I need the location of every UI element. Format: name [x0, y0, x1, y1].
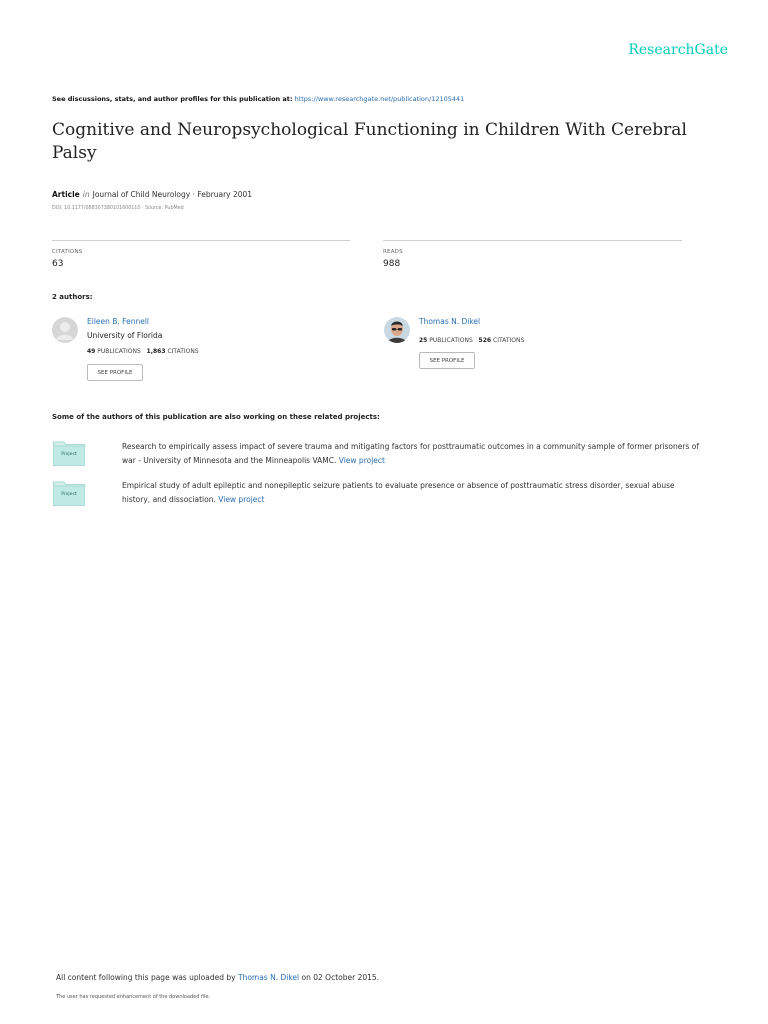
publications-label: PUBLICATIONS	[429, 337, 473, 344]
doi-source: DOI: 10.1177/088307380101600110 · Source: PubMed	[52, 206, 184, 211]
project-text: Empirical study of adult epileptic and nonepileptic seizure patients to evaluate presence or absence of posttraumatic stress disorder, sexual abuse history, and dissociation.	[122, 481, 675, 504]
upload-prefix: All content following this page was uploaded by	[56, 973, 236, 982]
see-profile-button[interactable]: SEE PROFILE	[87, 364, 143, 381]
author-stats	[87, 348, 199, 355]
author-citations-label: CITATIONS	[167, 348, 199, 355]
author-name-link[interactable]: Thomas N. Dikel	[419, 317, 481, 326]
upload-note	[56, 973, 379, 982]
avatar-placeholder-icon[interactable]	[52, 317, 78, 343]
publication-url-link[interactable]: https://www.researchgate.net/publication/12105441	[294, 95, 465, 103]
citations-count: 526	[478, 337, 492, 344]
project-folder-icon[interactable]	[53, 480, 85, 506]
project-description	[122, 479, 702, 507]
view-project-link[interactable]: View project	[218, 495, 265, 504]
citations-label: CITATIONS	[52, 249, 83, 255]
upload-suffix: on 02 October 2015.	[301, 973, 380, 982]
citations-value: 63	[52, 259, 64, 269]
view-project-link[interactable]: View project	[338, 456, 385, 465]
reads-divider	[383, 240, 682, 241]
publications-count: 49	[87, 348, 96, 355]
publications-count: 25	[419, 337, 428, 344]
author-photo-icon[interactable]	[384, 317, 410, 343]
reads-value: 988	[383, 259, 401, 269]
author-affiliation: University of Florida	[87, 331, 163, 340]
project-folder-icon[interactable]	[53, 440, 85, 466]
reads-label: READS	[383, 249, 403, 255]
see-profile-button[interactable]: SEE PROFILE	[419, 352, 475, 369]
citations-count: 1,863	[146, 348, 166, 355]
author-citations-label: CITATIONS	[493, 337, 525, 344]
author-stats	[419, 337, 524, 344]
uploader-link[interactable]: Thomas N. Dikel	[237, 973, 300, 982]
article-meta	[52, 190, 252, 199]
projects-label: Some of the authors of this publication are also working on these related projects:	[52, 413, 380, 421]
discussion-line	[52, 95, 464, 103]
discussion-label: See discussions, stats, and author profiles for this publication at:	[52, 95, 293, 103]
citations-divider	[52, 240, 350, 241]
author-name-link[interactable]: Eileen B. Fennell	[87, 317, 149, 326]
publications-label: PUBLICATIONS	[97, 348, 141, 355]
journal-date: Journal of Child Neurology · February 2001	[92, 190, 253, 199]
publication-type: Article	[52, 190, 80, 199]
enhancement-note: The user has requested enhancement of the downloaded file.	[56, 994, 211, 1000]
authors-label: 2 authors:	[52, 293, 93, 301]
project-folder-label: Project	[61, 492, 77, 497]
project-text: Research to empirically assess impact of severe trauma and mitigating factors for posttraumatic outcomes in a community sample of former prisoners of war - University of Minnesota and the Minneapolis VAMC.	[122, 442, 699, 465]
project-folder-label: Project	[61, 452, 77, 457]
researchgate-logo[interactable]: ResearchGate	[628, 42, 728, 58]
in-word: in	[82, 190, 90, 199]
publication-title: Cognitive and Neuropsychological Functioning in Children With Cerebral Palsy	[52, 120, 687, 163]
project-description	[122, 440, 702, 468]
